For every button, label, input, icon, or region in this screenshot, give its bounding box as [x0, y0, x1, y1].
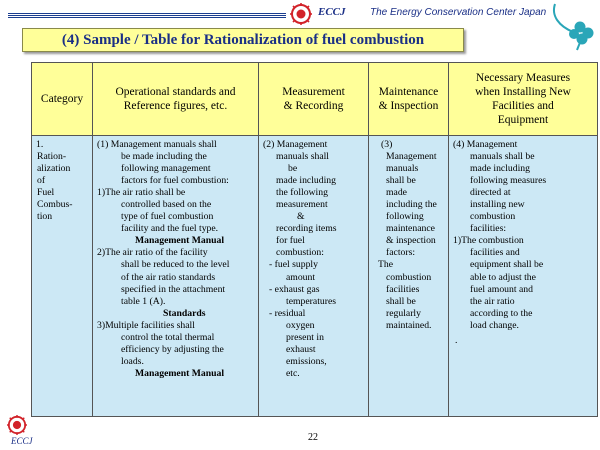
header-operational-standards: Operational standards and Reference figures, etc. — [93, 63, 259, 136]
clover-decoration-icon — [547, 2, 599, 54]
footer-brand: ECCJ — [11, 436, 33, 446]
page-title: (4) Sample / Table for Rationalization of fuel combustion — [22, 28, 464, 52]
cell-operational-standards: (1) Management manuals shall be made including the following management factors for fuel combustion: 1)The air ratio shall be controlled based on the type of fuel combustion facility and the fuel type. Management Manual 2)The air ratio of the facility shall be reduced to the level of the air ratio standards specified in the attachment table 1 (A). Standards 3)Multiple facilities shall control the total thermal efficiency by adjusting the loads. Management Manual — [93, 136, 259, 417]
header-measurement-recording: Measurement & Recording — [259, 63, 369, 136]
table-row — [32, 136, 598, 417]
cell-necessary-measures: (4) Management manuals shall be made including following measures directed at installing new combustion facilities: 1)The combustion facilities and equipment shall be able to adjust the fuel amount and the air ratio according to the load change. . — [449, 136, 598, 417]
header-category: Category — [32, 63, 93, 136]
eccj-logo-icon — [290, 3, 312, 25]
brand-name: ECCJ — [318, 6, 346, 18]
cell-measurement-recording: (2) Management manuals shall be made including the following measurement & recording items for fuel combustion: - fuel supply amount - exhaust gas temperatures - residual oxygen present in exhaust emissions, etc. — [259, 136, 369, 417]
cell-maintenance-inspection: (3) Management manuals shall be made including the following maintenance & inspection factors: The combustion facilities shall be regularly maintained. — [369, 136, 449, 417]
header-necessary-measures: Necessary Measures when Installing New Facilities and Equipment — [449, 63, 598, 136]
page-number: 22 — [308, 432, 318, 443]
rationalization-table — [31, 62, 598, 417]
table-header-row — [32, 63, 598, 136]
header-rule — [8, 13, 286, 18]
header-maintenance-inspection: Maintenance & Inspection — [369, 63, 449, 136]
organization-name: The Energy Conservation Center Japan — [370, 7, 547, 18]
cell-category: 1. Ration- alization of Fuel Combus- tion — [32, 136, 93, 417]
eccj-footer-logo-icon — [7, 415, 27, 435]
